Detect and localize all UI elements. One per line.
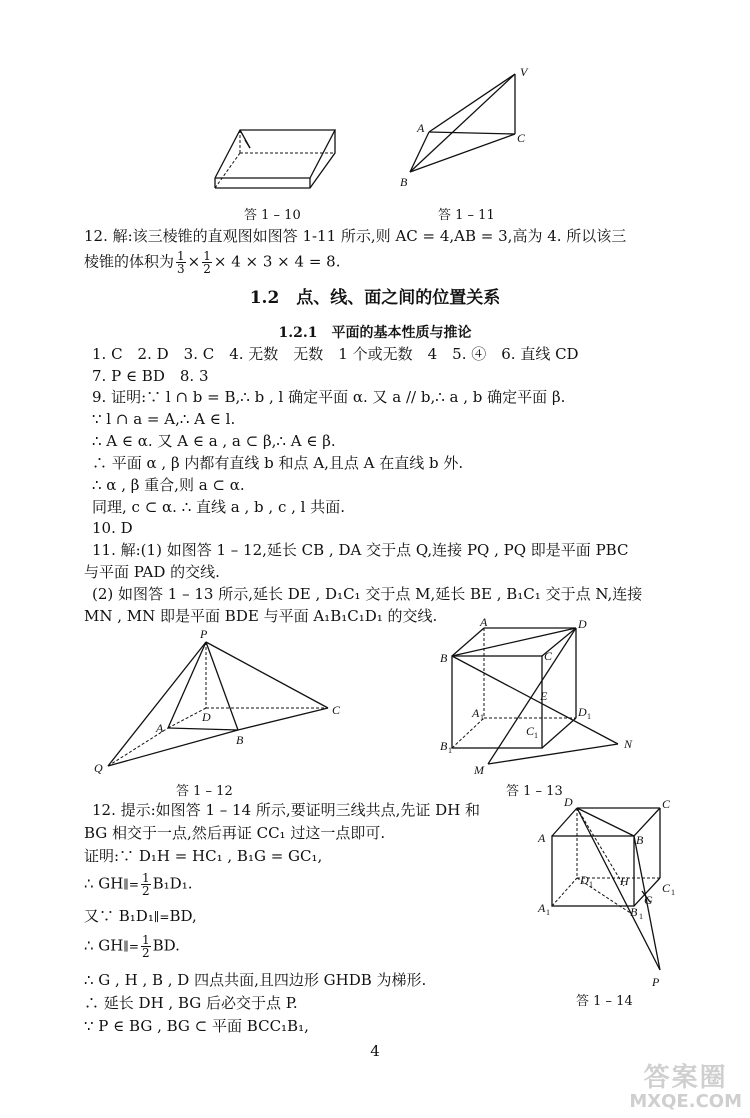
svg-text:1: 1 xyxy=(448,746,452,755)
svg-text:1: 1 xyxy=(480,713,484,722)
fraction-one-half: $\frac{1}{2}$ xyxy=(203,249,211,276)
svg-text:C: C xyxy=(526,724,535,738)
svg-text:H: H xyxy=(620,874,629,888)
section-heading: 1.2 点、线、面之间的位置关系 xyxy=(249,288,501,308)
svg-text:A: A xyxy=(538,901,546,915)
fraction-half-b: $\frac{1}{2}$ xyxy=(141,933,150,960)
watermark-top: 答案圈 xyxy=(643,1063,728,1093)
svg-text:C: C xyxy=(662,881,671,895)
caption-1-13: 答 1 – 13 xyxy=(506,784,563,799)
caption-1-11: 答 1 – 11 xyxy=(438,208,495,223)
svg-text:N: N xyxy=(624,737,633,751)
caption-1-10: 答 1 – 10 xyxy=(244,208,301,223)
fraction-half-a: $\frac{1}{2}$ xyxy=(141,871,150,898)
proof-9-line5: ∴ α , β 重合,则 a ⊂ α. xyxy=(92,476,245,494)
svg-text:A: A xyxy=(417,121,425,135)
subsection-heading: 1.2.1 平面的基本性质与推论 xyxy=(278,325,472,341)
proof-9-line1: 9. 证明:∵ l ∩ b = B,∴ b , l 确定平面 α. 又 a // b,∴ a , b 确定平面 β. xyxy=(92,388,566,406)
page-number: 4 xyxy=(370,1042,380,1060)
svg-text:1: 1 xyxy=(546,908,550,917)
proof-12-line2 xyxy=(84,872,192,897)
proof-9-line3: ∴ A ∈ α. 又 A ∈ a , a ⊂ β,∴ A ∈ β. xyxy=(92,432,336,450)
proof-9-line4: ∴ 平面 α , β 内都有直线 b 和点 A,且点 A 在直线 b 外. xyxy=(92,454,464,472)
watermark xyxy=(629,1064,742,1112)
watermark-bottom: MXQE.COM xyxy=(629,1091,742,1112)
answer-11-line3: (2) 如图答 1 – 13 所示,延长 DE , D₁C₁ 交于点 M,延长 BE , B₁C₁ 交于点 N,连接 xyxy=(92,585,643,603)
answer-12-line1: 12. 解:该三棱锥的直观图如图答 1-11 所示,则 AC = 4,AB = 3,高为 4. 所以该三 xyxy=(84,227,627,245)
svg-text:C: C xyxy=(662,797,671,811)
svg-text:A: A xyxy=(156,721,164,735)
proof-12-line5: ∴ G , H , B , D 四点共面,且四边形 GHDB 为梯形. xyxy=(84,971,427,989)
answer-11-line2: 与平面 PAD 的交线. xyxy=(84,563,220,581)
answer-12-line2 xyxy=(84,250,340,275)
svg-text:D: D xyxy=(578,705,587,719)
b1d1-label: B₁D₁. xyxy=(152,874,193,893)
svg-text:C: C xyxy=(517,131,526,145)
svg-text:D: D xyxy=(578,617,587,631)
parallel-equal-symbol: ∥= xyxy=(123,939,139,954)
svg-text:M: M xyxy=(474,763,484,777)
svg-text:D: D xyxy=(202,710,211,724)
figure-1-11-tetrahedron xyxy=(395,62,540,192)
svg-text:B: B xyxy=(440,739,448,753)
svg-text:1: 1 xyxy=(589,880,593,889)
figure-1-10-prism xyxy=(205,118,345,198)
svg-text:1: 1 xyxy=(639,912,643,921)
figure-1-12-pyramid xyxy=(90,626,350,776)
svg-text:B: B xyxy=(636,833,644,847)
answer-11-line4: MN , MN 即是平面 BDE 与平面 A₁B₁C₁D₁ 的交线. xyxy=(84,607,438,625)
svg-text:G: G xyxy=(644,893,653,907)
hint-12-line1: 12. 提示:如图答 1 – 14 所示,要证明三线共点,先证 DH 和 xyxy=(92,801,481,819)
answers-7-8: 7. P ∈ BD 8. 3 xyxy=(92,367,209,385)
figure-1-14-prism xyxy=(532,796,682,988)
svg-text:B: B xyxy=(630,905,638,919)
proof-12-line4 xyxy=(84,934,180,959)
caption-1-14: 答 1 – 14 xyxy=(576,994,633,1009)
proof-12-line1: 证明:∵ D₁H = HC₁ , B₁G = GC₁, xyxy=(84,847,323,865)
svg-text:E: E xyxy=(540,689,548,703)
svg-text:A: A xyxy=(538,831,546,845)
svg-text:1: 1 xyxy=(587,712,591,721)
svg-text:D: D xyxy=(580,873,589,887)
svg-text:A: A xyxy=(480,616,488,629)
volume-result: × 4 × 3 × 4 = 8. xyxy=(213,252,341,271)
gh-label: ∴ GH xyxy=(84,874,124,893)
answer-10: 10. D xyxy=(92,519,133,537)
svg-text:C: C xyxy=(332,703,341,717)
svg-text:P: P xyxy=(652,975,660,988)
proof-9-line2: ∵ l ∩ a = A,∴ A ∈ l. xyxy=(92,410,236,428)
proof-9-line6: 同理, c ⊂ α. ∴ 直线 a , b , c , l 共面. xyxy=(92,498,345,516)
svg-text:V: V xyxy=(520,65,528,79)
svg-text:B: B xyxy=(400,175,408,189)
hint-12-line2: BG 相交于一点,然后再证 CC₁ 过这一点即可. xyxy=(84,824,386,842)
answer-11-line1: 11. 解:(1) 如图答 1 – 12,延长 CB , DA 交于点 Q,连接 PQ , PQ 即是平面 PBC xyxy=(92,541,629,559)
svg-text:D: D xyxy=(564,796,573,809)
proof-12-line3 xyxy=(84,906,197,927)
proof-12-line6: ∴ 延长 DH , BG 后必交于点 P. xyxy=(84,994,298,1012)
bd-label: BD, xyxy=(169,907,197,925)
parallel-equal-symbol: ∥= xyxy=(153,910,170,924)
svg-text:A: A xyxy=(472,706,480,720)
svg-text:B: B xyxy=(440,651,448,665)
caption-1-12: 答 1 – 12 xyxy=(176,784,233,799)
times-sign: × xyxy=(187,252,201,271)
fraction-one-third: $\frac{1}{3}$ xyxy=(177,249,185,276)
gh-label: ∴ GH xyxy=(84,936,124,955)
proof-12-line7: ∵ P ∈ BG , BG ⊂ 平面 BCC₁B₁, xyxy=(84,1017,309,1035)
svg-text:1: 1 xyxy=(671,888,675,897)
svg-text:1: 1 xyxy=(534,731,538,740)
svg-text:C: C xyxy=(544,649,553,663)
svg-text:B: B xyxy=(236,733,244,747)
parallel-equal-symbol: ∥= xyxy=(123,877,139,892)
bd-label: BD. xyxy=(152,936,180,955)
volume-text: 棱锥的体积为 xyxy=(84,252,175,271)
answers-1-6: 1. C 2. D 3. C 4. 无数 无数 1 个或无数 4 5. ④ 6. 直线 CD xyxy=(92,345,579,363)
b1d1-statement: 又∵ B₁D₁ xyxy=(84,907,154,925)
svg-text:Q: Q xyxy=(94,761,103,775)
figure-1-13-cube xyxy=(436,616,646,778)
svg-text:P: P xyxy=(200,627,208,641)
